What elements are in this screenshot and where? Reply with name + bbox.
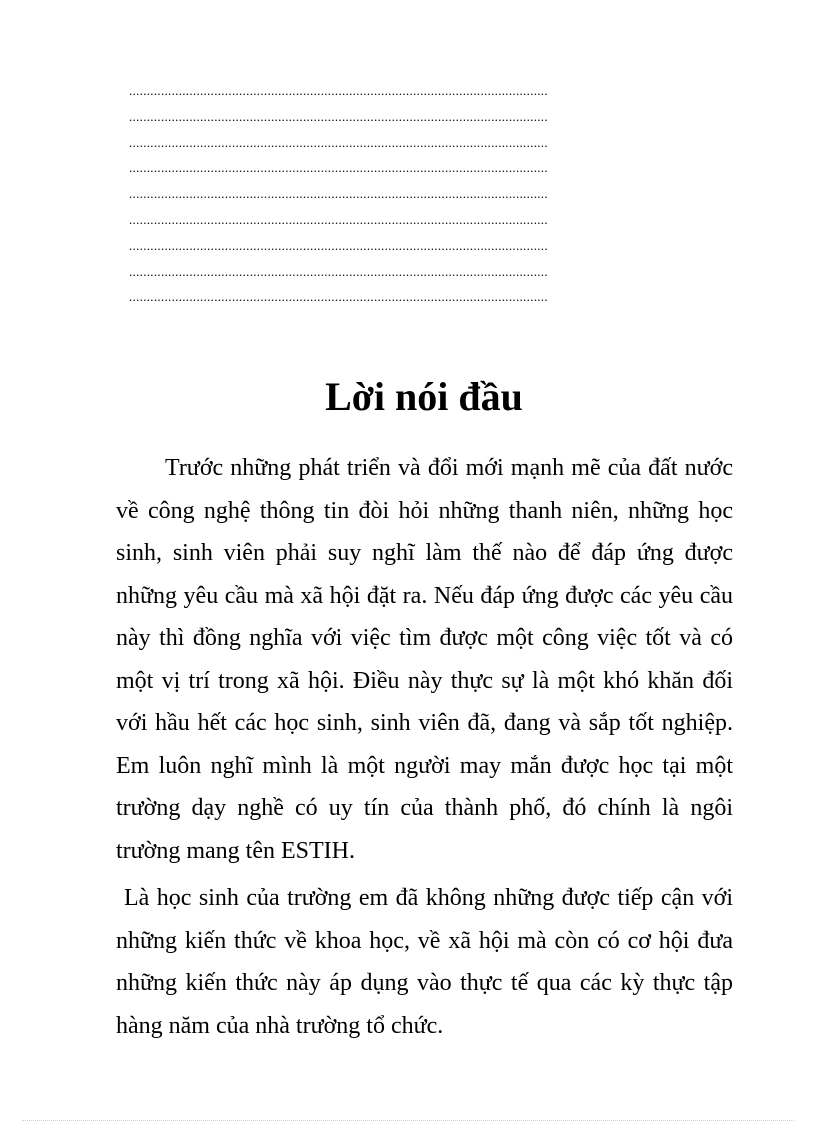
dotted-lines-block — [129, 80, 662, 312]
dotted-line — [129, 106, 662, 132]
page-bottom-divider — [22, 1120, 794, 1121]
dotted-line — [129, 157, 662, 183]
body-text — [116, 447, 733, 1047]
dotted-line-text: ...................................................................................................................... — [129, 238, 548, 252]
dotted-line-text: ...................................................................................................................... — [129, 187, 548, 201]
dotted-line-text: ...................................................................................................................... — [129, 161, 548, 175]
dotted-line — [129, 132, 662, 158]
dotted-line — [129, 209, 662, 235]
dotted-line-text: ...................................................................................................................... — [129, 264, 548, 278]
dotted-line-text: ...................................................................................................................... — [129, 212, 548, 226]
dotted-line — [129, 286, 662, 312]
dotted-line — [129, 261, 662, 287]
dotted-line-text: ...................................................................................................................... — [129, 290, 548, 304]
dotted-line-text: ...................................................................................................................... — [129, 84, 548, 97]
page-title: Lời nói đầu — [325, 374, 523, 419]
paragraph-introduction: Trước những phát triển và đổi mới mạnh mẽ của đất nước về công nghệ thông tin đòi hỏi những thanh niên, những học sinh, sinh viên phải suy nghĩ làm thế nào để đáp ứng được những yêu cầu mà xã hội đặt ra. Nếu đáp ứng được các yêu cầu này thì đồng nghĩa với việc tìm được một công việc tốt và có một vị trí trong xã hội. Điều này thực sự là một khó khăn đối với hầu hết các học sinh, sinh viên đã, đang và sắp tốt nghiệp. Em luôn nghĩ mình là một người may mắn được học tại một trường dạy nghề có uy tín của thành phố, đó chính là ngôi trường mang tên ESTIH. — [116, 455, 733, 864]
dotted-line-text: ...................................................................................................................... — [129, 135, 548, 149]
dotted-line — [129, 80, 662, 106]
dotted-line — [129, 235, 662, 261]
paragraph-student-experience: Là học sinh của trường em đã không những được tiếp cận với những kiến thức về khoa học, về xã hội mà còn có cơ hội đưa những kiến thức này áp dụng vào thực tế qua các kỳ thực tập hàng năm của nhà trường tổ chức. — [116, 885, 733, 1039]
dotted-line-text: ...................................................................................................................... — [129, 109, 548, 123]
dotted-line — [129, 183, 662, 209]
